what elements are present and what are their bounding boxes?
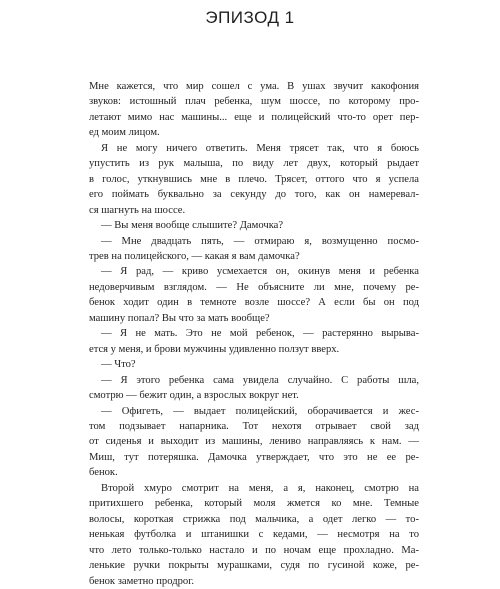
text-line: ед моим лицом. — [89, 127, 160, 139]
text-line: — Офигеть, — выдает полицейский, оборачивается и жес- — [101, 405, 419, 417]
text-line: — Мне двадцать пять, — отмираю я, возмущенно посмо- — [101, 235, 419, 247]
text-line: звуков: истошный плач ребенка, шум шоссе, по которому про- — [89, 96, 419, 108]
text-line: смотрю — бежит один, а взрослых вокруг нет. — [89, 390, 299, 402]
text-line: упустить из рук малыша, по виду лет двух, который рыдает — [89, 158, 419, 170]
text-line: в голос, уткнувшись мне в плечо. Трясет, оттого что я успела — [89, 173, 419, 185]
text-line: Миш, тут потеряшка. Дамочка утверждает, что это не ее ре- — [89, 451, 419, 463]
chapter-body-text — [89, 79, 419, 589]
chapter-title: ЭПИЗОД 1 — [205, 8, 295, 27]
text-line: — Я этого ребенка сама увидела случайно. С работы шла, — [101, 374, 419, 386]
text-line: Второй хмуро смотрит на меня, а я, наконец, смотрю на — [101, 482, 419, 494]
text-line: что лето только-только настало и по ночам еще прохладно. Ма- — [89, 544, 419, 556]
text-line: бенок заметно продрог. — [89, 575, 194, 587]
text-line: недоверчивым взглядом. — Не объясните ли мне, почему ре- — [89, 281, 419, 293]
text-line: притихшего ребенка, который моля жмется ко мне. Темные — [89, 498, 419, 510]
text-line: трев на полицейского, — какая я вам дамочка? — [89, 250, 300, 262]
text-line: волосы, короткая стрижка под мальчика, а одет легко — то- — [89, 513, 419, 525]
text-line: от сиденья и выходит из машины, лениво направляясь к нам. — — [89, 436, 419, 448]
text-line: — Вы меня вообще слышите? Дамочка? — [101, 220, 284, 232]
text-line: ся шагнуть на шоссе. — [89, 204, 186, 216]
text-line: его поймать буквально за секунду до того, как он намеревал- — [89, 189, 419, 201]
text-line: — Я рад, — криво усмехается он, окинув меня и ребенка — [101, 266, 419, 278]
text-line: бенок. — [89, 467, 118, 479]
text-line: — Что? — [101, 359, 136, 371]
text-line: — Я не мать. Это не мой ребенок, — растерянно вырыва- — [101, 328, 419, 340]
text-line: ленькие ручки покрыты мурашками, судя по гусиной коже, ре- — [89, 560, 419, 572]
text-line: ненькая футболка и штанишки с кедами, — несмотря на то — [89, 529, 419, 541]
text-line: летают мимо нас машины... еще и полицейский что-то орет пер- — [89, 111, 419, 123]
text-line: ется у меня, и брови мужчины удивленно ползут вверх. — [89, 343, 340, 355]
text-line: Я не могу ничего ответить. Меня трясет так, что я боюсь — [101, 142, 419, 154]
text-line: Мне кажется, что мир сошел с ума. В ушах звучит какофония — [89, 81, 419, 92]
text-line: бенок ходит один в темноте возле шоссе? А если бы он под — [89, 297, 419, 309]
text-line: машину попал? Вы что за мать вообще? — [89, 312, 270, 324]
text-line: том подзывает напарника. Тот нехотя отрывает свой зад — [89, 420, 419, 432]
